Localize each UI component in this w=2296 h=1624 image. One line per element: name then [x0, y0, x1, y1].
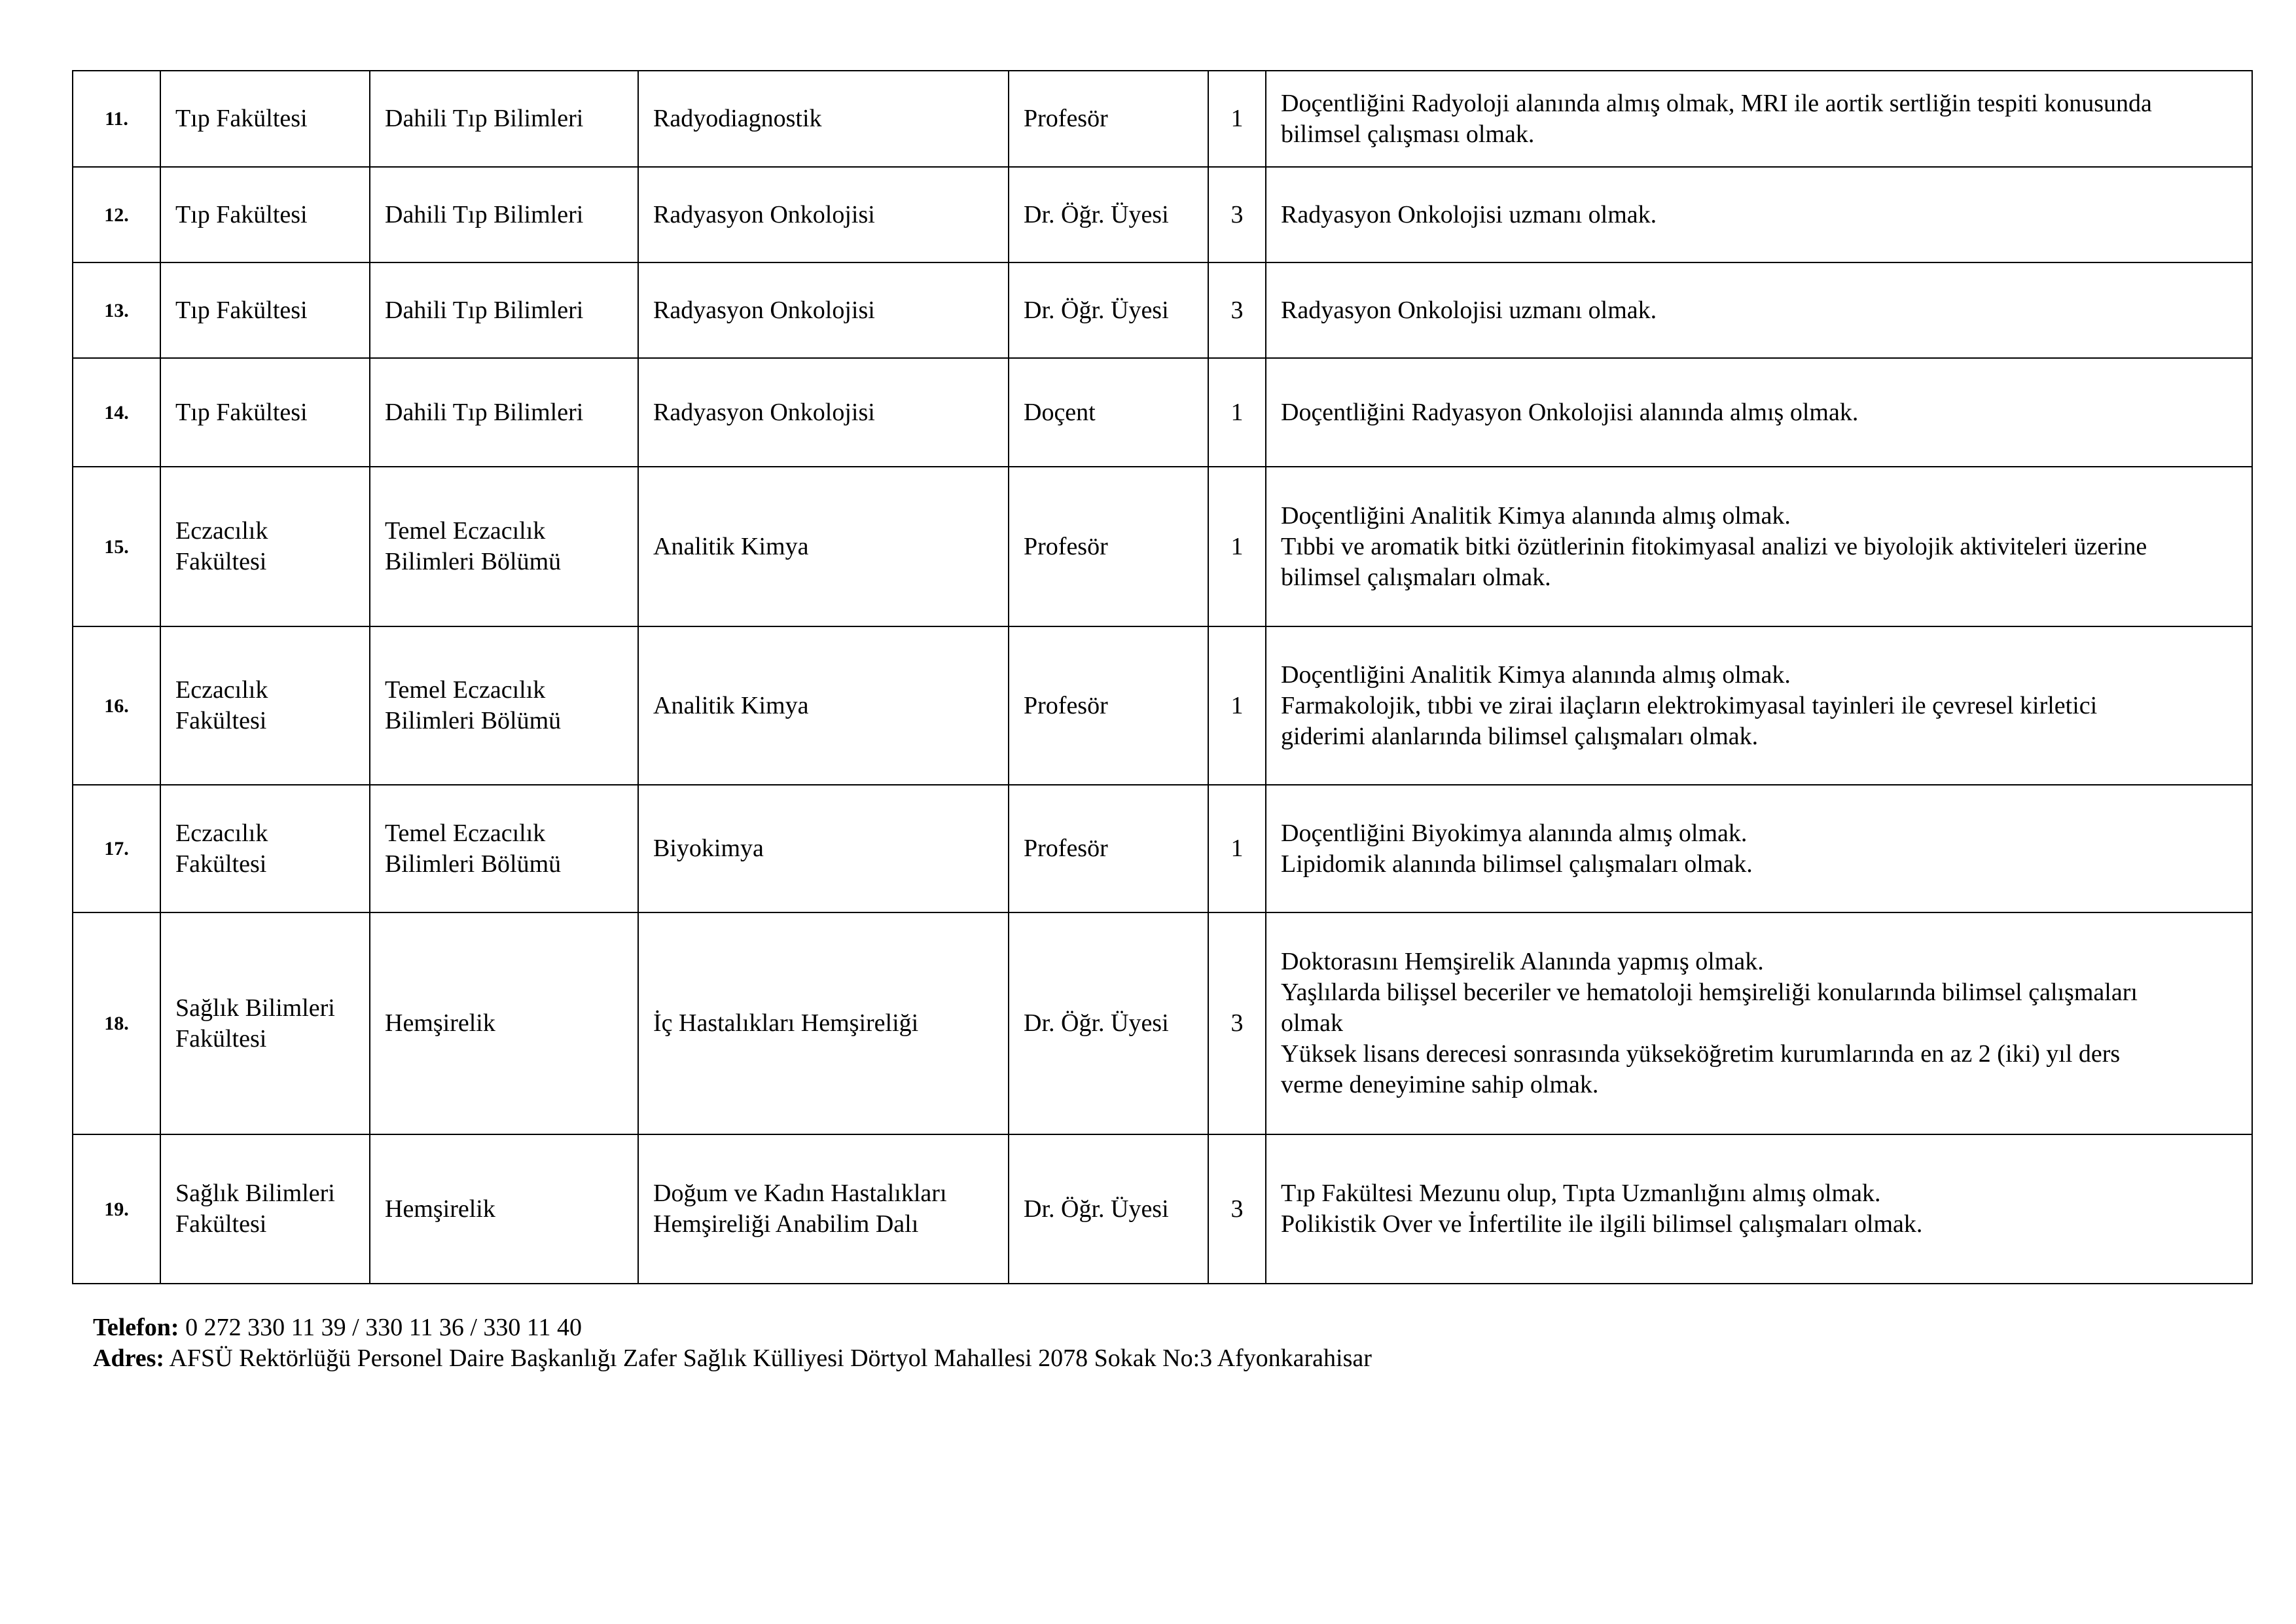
title-cell: Dr. Öğr. Üyesi	[1009, 262, 1208, 358]
table-row	[73, 626, 2252, 785]
count-cell: 1	[1208, 467, 1266, 626]
count-cell: 1	[1208, 71, 1266, 167]
requirements-cell: Doçentliğini Analitik Kimya alanında almış olmak. Farmakolojik, tıbbi ve zirai ilaçların elektrokimyasal tayinleri ile çevresel kirletici giderimi alanlarında bilimsel çalışmaları olmak.	[1266, 626, 2252, 785]
address-value: AFSÜ Rektörlüğü Personel Daire Başkanlığı Zafer Sağlık Külliyesi Dörtyol Mahallesi 2078 Sokak No:3 Afyonkarahisar	[164, 1344, 1372, 1372]
table-body	[73, 71, 2252, 1284]
count-cell: 1	[1208, 358, 1266, 467]
count-cell: 3	[1208, 167, 1266, 262]
title-cell: Profesör	[1009, 71, 1208, 167]
requirements-cell: Radyasyon Onkolojisi uzmanı olmak.	[1266, 167, 2252, 262]
department-cell: Dahili Tıp Bilimleri	[370, 262, 638, 358]
address-line	[93, 1343, 1372, 1374]
row-number: 15.	[73, 467, 160, 626]
department-cell: Dahili Tıp Bilimleri	[370, 358, 638, 467]
title-cell: Dr. Öğr. Üyesi	[1009, 1134, 1208, 1284]
title-cell: Doçent	[1009, 358, 1208, 467]
count-cell: 3	[1208, 912, 1266, 1134]
department-cell: Temel Eczacılık Bilimleri Bölümü	[370, 467, 638, 626]
count-cell: 3	[1208, 1134, 1266, 1284]
table-row	[73, 262, 2252, 358]
requirements-cell: Doçentliğini Analitik Kimya alanında almış olmak. Tıbbi ve aromatik bitki özütlerinin fitokimyasal analizi ve biyolojik aktiviteleri üzerine bilimsel çalışmaları olmak.	[1266, 467, 2252, 626]
requirements-cell: Doçentliğini Biyokimya alanında almış olmak. Lipidomik alanında bilimsel çalışmaları olmak.	[1266, 785, 2252, 912]
department-cell: Hemşirelik	[370, 1134, 638, 1284]
row-number: 12.	[73, 167, 160, 262]
contact-footer	[93, 1312, 1372, 1374]
title-cell: Dr. Öğr. Üyesi	[1009, 167, 1208, 262]
field-cell: Radyasyon Onkolojisi	[638, 262, 1009, 358]
phone-value: 0 272 330 11 39 / 330 11 36 / 330 11 40	[179, 1314, 582, 1341]
title-cell: Profesör	[1009, 626, 1208, 785]
faculty-cell: Tıp Fakültesi	[160, 358, 370, 467]
table-row	[73, 1134, 2252, 1284]
faculty-cell: Eczacılık Fakültesi	[160, 785, 370, 912]
row-number: 13.	[73, 262, 160, 358]
field-cell: İç Hastalıkları Hemşireliği	[638, 912, 1009, 1134]
row-number: 19.	[73, 1134, 160, 1284]
positions-table	[72, 70, 2253, 1284]
faculty-cell: Tıp Fakültesi	[160, 167, 370, 262]
department-cell: Temel Eczacılık Bilimleri Bölümü	[370, 626, 638, 785]
department-cell: Dahili Tıp Bilimleri	[370, 71, 638, 167]
phone-label: Telefon:	[93, 1314, 179, 1341]
row-number: 16.	[73, 626, 160, 785]
count-cell: 1	[1208, 626, 1266, 785]
table-row	[73, 467, 2252, 626]
row-number: 17.	[73, 785, 160, 912]
title-cell: Dr. Öğr. Üyesi	[1009, 912, 1208, 1134]
row-number: 14.	[73, 358, 160, 467]
phone-line	[93, 1312, 1372, 1343]
count-cell: 1	[1208, 785, 1266, 912]
faculty-cell: Tıp Fakültesi	[160, 71, 370, 167]
requirements-cell: Doçentliğini Radyasyon Onkolojisi alanında almış olmak.	[1266, 358, 2252, 467]
field-cell: Radyasyon Onkolojisi	[638, 358, 1009, 467]
field-cell: Radyodiagnostik	[638, 71, 1009, 167]
faculty-cell: Eczacılık Fakültesi	[160, 467, 370, 626]
department-cell: Temel Eczacılık Bilimleri Bölümü	[370, 785, 638, 912]
requirements-cell: Tıp Fakültesi Mezunu olup, Tıpta Uzmanlığını almış olmak. Polikistik Over ve İnfertilite ile ilgili bilimsel çalışmaları olmak.	[1266, 1134, 2252, 1284]
faculty-cell: Tıp Fakültesi	[160, 262, 370, 358]
address-label: Adres:	[93, 1344, 165, 1372]
table-row	[73, 785, 2252, 912]
field-cell: Analitik Kimya	[638, 467, 1009, 626]
table-row	[73, 71, 2252, 167]
table-row	[73, 912, 2252, 1134]
field-cell: Radyasyon Onkolojisi	[638, 167, 1009, 262]
requirements-cell: Doçentliğini Radyoloji alanında almış olmak, MRI ile aortik sertliğin tespiti konusunda bilimsel çalışması olmak.	[1266, 71, 2252, 167]
field-cell: Analitik Kimya	[638, 626, 1009, 785]
row-number: 11.	[73, 71, 160, 167]
department-cell: Dahili Tıp Bilimleri	[370, 167, 638, 262]
department-cell: Hemşirelik	[370, 912, 638, 1134]
faculty-cell: Sağlık Bilimleri Fakültesi	[160, 1134, 370, 1284]
row-number: 18.	[73, 912, 160, 1134]
faculty-cell: Eczacılık Fakültesi	[160, 626, 370, 785]
field-cell: Doğum ve Kadın Hastalıkları Hemşireliği Anabilim Dalı	[638, 1134, 1009, 1284]
title-cell: Profesör	[1009, 467, 1208, 626]
table-row	[73, 167, 2252, 262]
requirements-cell: Radyasyon Onkolojisi uzmanı olmak.	[1266, 262, 2252, 358]
field-cell: Biyokimya	[638, 785, 1009, 912]
title-cell: Profesör	[1009, 785, 1208, 912]
table-row	[73, 358, 2252, 467]
requirements-cell: Doktorasını Hemşirelik Alanında yapmış olmak. Yaşlılarda bilişsel beceriler ve hematoloji hemşireliği konularında bilimsel çalışmaları olmak Yüksek lisans derecesi sonrasında yükseköğretim kurumlarında en az 2 (iki) yıl ders verme deneyimine sahip olmak.	[1266, 912, 2252, 1134]
count-cell: 3	[1208, 262, 1266, 358]
faculty-cell: Sağlık Bilimleri Fakültesi	[160, 912, 370, 1134]
